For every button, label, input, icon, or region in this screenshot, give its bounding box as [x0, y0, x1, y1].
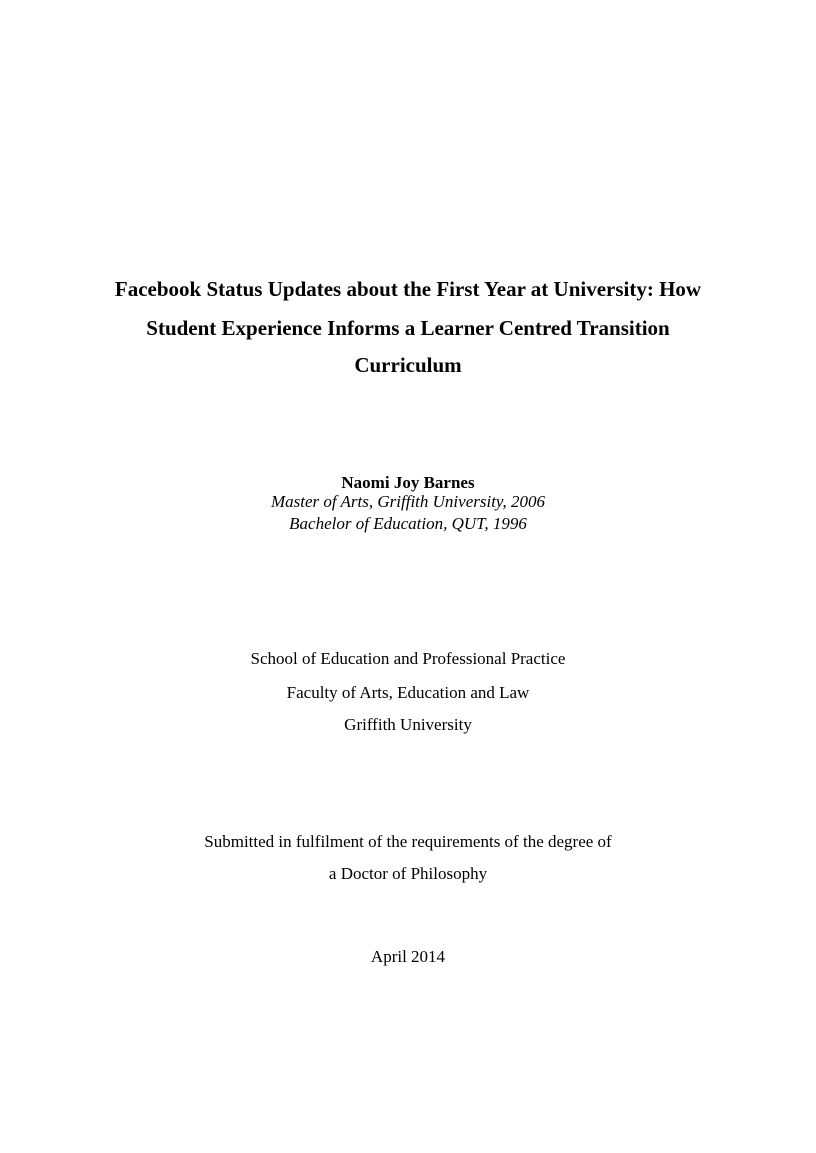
thesis-title-line-1: Facebook Status Updates about the First Year at University: How [114, 277, 702, 301]
thesis-title-line-2: Student Experience Informs a Learner Centred Transition [146, 316, 670, 340]
author-degree-bachelor: Bachelor of Education, QUT, 1996 [289, 514, 527, 533]
submission-date: April 2014 [370, 947, 446, 966]
faculty-name: Faculty of Arts, Education and Law [286, 683, 530, 702]
thesis-title-line-3: Curriculum [354, 353, 462, 377]
submission-statement-line-1: Submitted in fulfilment of the requirements of the degree of [204, 832, 612, 851]
school-name: School of Education and Professional Practice [250, 649, 566, 668]
submission-statement-line-2: a Doctor of Philosophy [328, 864, 488, 883]
author-degree-masters: Master of Arts, Griffith University, 2006 [270, 492, 546, 511]
university-name: Griffith University [344, 715, 472, 734]
author-name: Naomi Joy Barnes [341, 473, 475, 492]
